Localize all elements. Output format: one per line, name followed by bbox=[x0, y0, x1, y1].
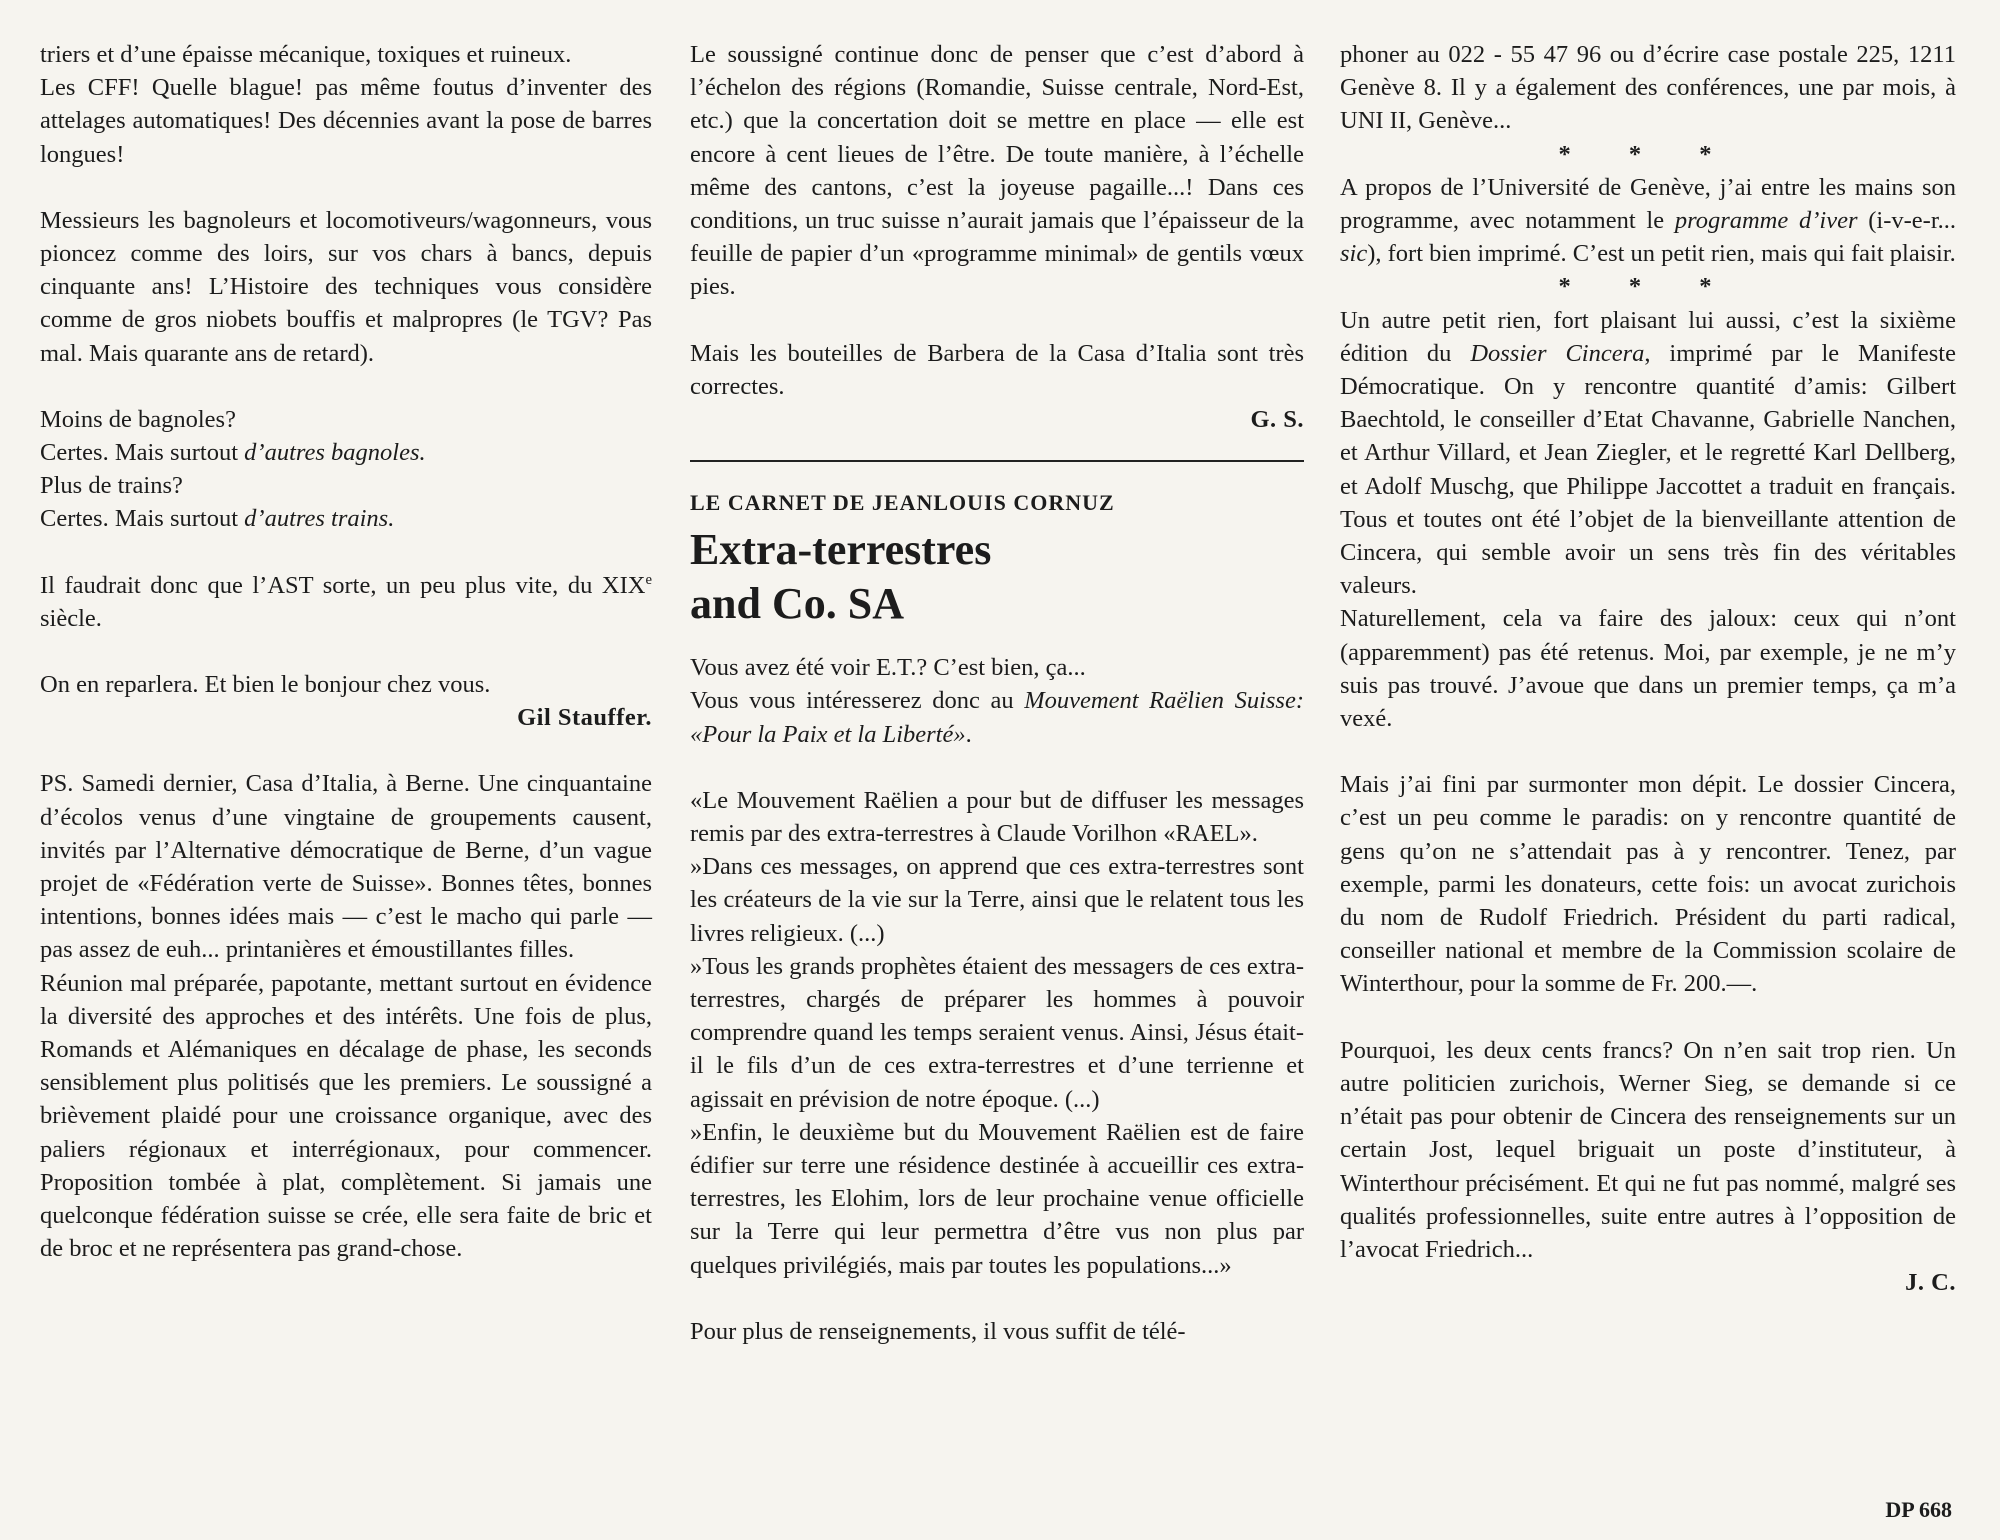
lead-line: Vous vous intéresserez donc au Mouvement Raëlien Suisse: «Pour la Paix et la Liberté». bbox=[690, 687, 1304, 748]
question-line: Plus de trains? bbox=[40, 472, 183, 500]
quote-paragraph: «Le Mouvement Raëlien a pour but de diffuser les messages remis par des extra-terrestres à Claude Vorilhon «RAEL». bbox=[690, 786, 1304, 848]
paragraph: Naturellement, cela va faire des jaloux: ceux qui n’ont (apparemment) pas été retenus. Moi, par exemple, je ne m’y suis pas trouvé. J’avoue que dans un premier temps, ça m’a vexé. bbox=[1340, 605, 1956, 733]
emphasis: programme d’iver bbox=[1674, 207, 1858, 235]
column-middle bbox=[690, 38, 1304, 1348]
section-divider bbox=[690, 460, 1304, 462]
paragraph: Les CFF! Quelle blague! pas même foutus d’inventer des attelages automatiques! Des décennies avant la pose de barres longues! bbox=[40, 74, 652, 168]
article-headline: Extra-terrestres and Co. SA bbox=[690, 525, 992, 629]
paragraph: triers et d’une épaisse mécanique, toxiques et ruineux. bbox=[40, 41, 572, 68]
answer-line: Certes. Mais surtout d’autres bagnoles. bbox=[40, 439, 426, 467]
emphasis: d’autres trains. bbox=[244, 505, 395, 533]
paragraph: Mais les bouteilles de Barbera de la Casa d’Italia sont très correctes. bbox=[690, 339, 1304, 400]
emphasis: d’autres bagnoles. bbox=[244, 439, 426, 467]
author-signature: G. S. bbox=[1250, 406, 1304, 434]
answer-line: Certes. Mais surtout d’autres trains. bbox=[40, 505, 395, 533]
question-line: Moins de bagnoles? bbox=[40, 405, 236, 433]
section-separator-stars: * * * bbox=[1558, 140, 1738, 168]
emphasis: Mouvement Raëlien Suisse: «Pour la Paix et la Liberté» bbox=[690, 687, 1304, 748]
quote-paragraph: »Dans ces messages, on apprend que ces extra-terrestres sont les créateurs de la vie sur la Terre, ainsi que le relatent tous les livres religieux. (...) bbox=[690, 853, 1304, 947]
emphasis: Dossier Cincera bbox=[1470, 339, 1645, 367]
paragraph: On en reparlera. Et bien le bonjour chez vous. bbox=[40, 671, 491, 699]
page-folio: DP 668 bbox=[1885, 1497, 1952, 1522]
paragraph: phoner au 022 - 55 47 96 ou d’écrire case postale 225, 1211 Genève 8. Il y a également des conférences, une par mois, à UNI II, Genève... bbox=[1340, 41, 1956, 135]
emphasis: sic bbox=[1340, 240, 1368, 268]
paragraph: Mais j’ai fini par surmonter mon dépit. Le dossier Cincera, c’est un peu comme le paradis: on y rencontre quantité de gens qu’on ne s’attendait pas à y rencontrer. Tenez, par exemple, parmi les donateurs, cette fois: un avocat zurichois du nom de Rudolf Friedrich. Président du parti radical, conseiller national et membre de la Commission scolaire de Winterthour, pour la somme de Fr. 200.—. bbox=[1340, 771, 1956, 998]
quote-paragraph: »Enfin, le deuxième but du Mouvement Raëlien est de faire édifier sur terre une résidence destinée à accueillir ces extra-terrestres, les Elohim, lors de leur prochaine venue officielle sur la Terre qui leur permettra d’être vus non plus par quelques privilégiés, mais par toutes les populations...» bbox=[690, 1118, 1304, 1279]
postscript-paragraph: PS. Samedi dernier, Casa d’Italia, à Berne. Une cinquantaine d’écolos venus d’une vingtaine de groupements causent, invités par l’Alternative démocratique de Berne, d’un vague projet de «Fédération verte de Suisse». Bonnes têtes, bonnes intentions, bonnes idées mais — c’est le macho qui parle — pas assez de euh... printanières et émoustillantes filles. bbox=[40, 770, 652, 964]
paragraph: Un autre petit rien, fort plaisant lui aussi, c’est la sixième édition du Dossier Cincera, imprimé par le Manifeste Démocratique. On y rencontre quantité d’amis: Gilbert Baechtold, le conseiller d’Etat Chavanne, Gabrielle Nanchen, et Arthur Villard, et Jean Ziegler, et le regretté Karl Dellberg, et Adolf Muschg, que Philippe Jaccottet a traduit en français. Tous et toutes ont été l’objet de la bienveillante attention de Cincera, qui semble avoir un sens très fin des véritables valeurs. bbox=[1340, 306, 1956, 600]
paragraph: Pourquoi, les deux cents francs? On n’en sait trop rien. Un autre politicien zurichois, Werner Sieg, se demande si ce n’était pas pour obtenir de Cincera des renseignements sur un certain Jost, lequel briguait un poste d’instituteur, à Winterthour précisément. Et qui ne fut pas nommé, malgré ses qualités professionnelles, suite entre autres à l’opposition de l’avocat Friedrich... bbox=[1340, 1036, 1956, 1263]
column-kicker: LE CARNET DE JEANLOUIS CORNUZ bbox=[690, 490, 1115, 516]
paragraph: Messieurs les bagnoleurs et locomotiveurs/wagonneurs, vous pioncez comme des loirs, sur vos chars à bancs, depuis cinquante ans! L’Histoire des techniques vous considère comme de gros niobets bouffis et malpropres (le TGV? Pas mal. Mais quarante ans de retard). bbox=[40, 206, 652, 367]
author-signature: Gil Stauffer. bbox=[517, 704, 652, 732]
lead-line: Vous avez été voir E.T.? C’est bien, ça... bbox=[690, 654, 1086, 682]
section-separator-stars: * * * bbox=[1558, 273, 1738, 301]
column-right bbox=[1340, 38, 1956, 1299]
paragraph: Le soussigné continue donc de penser que c’est d’abord à l’échelon des régions (Romandie, Suisse centrale, Nord-Est, etc.) que la concertation doit se mettre en place — elle est encore à cent lieues de l’être. De toute manière, à l’échelle même des cantons, c’est la joyeuse pagaille...! Dans ces conditions, un truc suisse n’aurait jamais que l’épaisseur de la feuille de papier d’un «programme minimal» de gentils vœux pies. bbox=[690, 41, 1304, 301]
quote-paragraph: »Tous les grands prophètes étaient des messagers de ces extra-terrestres, chargés de préparer les hommes à pouvoir comprendre quand les temps seraient venus. Ainsi, Jésus était-il le fils d’un de ces extra-terrestres et d’une terrienne et agissait en prévision de notre époque. (...) bbox=[690, 952, 1304, 1113]
author-signature: J. C. bbox=[1905, 1269, 1956, 1297]
postscript-paragraph: Réunion mal préparée, papotante, mettant surtout en évidence la diversité des approches et des intérêts. Une fois de plus, Romands et Alémaniques en décalage de phase, les seconds sensiblement plus politisés que les premiers. Le soussigné a brièvement plaidé pour une croissance organique, avec des paliers régionaux et interrégionaux, pour commencer. Proposition tombée à plat, complètement. Si jamais une quelconque fédération suisse se crée, elle sera faite de bric et de broc et ne représentera pas grand-chose. bbox=[40, 969, 652, 1263]
paragraph: A propos de l’Université de Genève, j’ai entre les mains son programme, avec notamment le programme d’iver (i-v-e-r... sic), fort bien imprimé. C’est un petit rien, mais qui fait plaisir. bbox=[1340, 173, 1956, 268]
paragraph: Pour plus de renseignements, il vous suffit de télé- bbox=[690, 1317, 1186, 1345]
paragraph: Il faudrait donc que l’AST sorte, un peu plus vite, du XIXe siècle. bbox=[40, 571, 652, 632]
column-left bbox=[40, 38, 652, 1266]
